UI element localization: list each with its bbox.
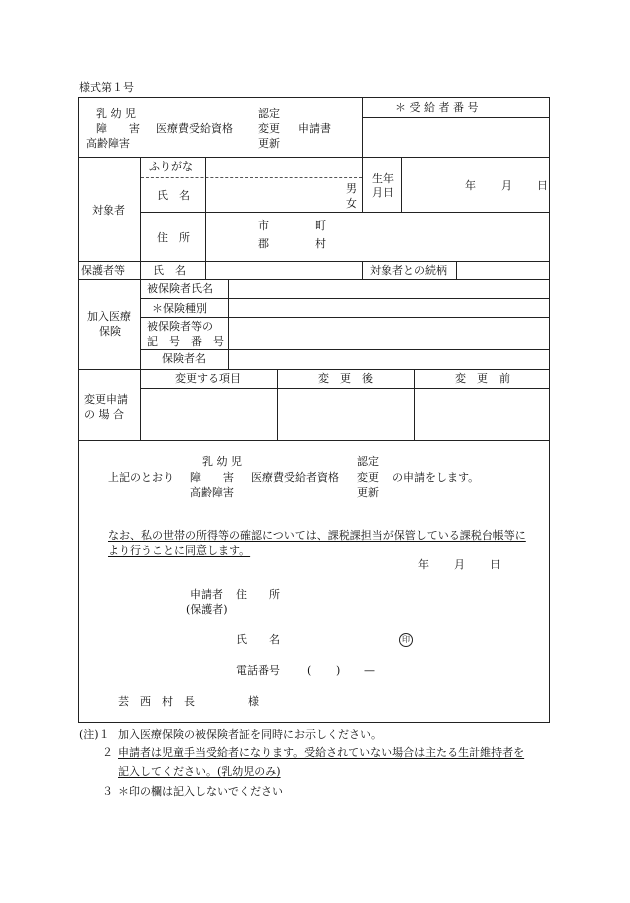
guardian-relation-value-divider <box>456 261 457 279</box>
change-item-header: 変更する項目 <box>175 372 241 385</box>
header-action-change: 変更 <box>258 122 280 135</box>
decl-type-disability: 障 害 <box>190 471 234 484</box>
insurance-bottom-line <box>78 369 550 370</box>
decl-suffix: の申請をします。 <box>392 471 480 484</box>
decl-action-renew: 更新 <box>357 486 379 499</box>
note-3-number: ３ <box>102 785 113 798</box>
form-frame <box>78 97 550 723</box>
header-type-elderly: 高齢障害 <box>86 137 130 150</box>
guardian-label-divider <box>140 261 141 279</box>
guardian-name-divider <box>205 261 206 279</box>
insurance-row-line-1 <box>140 298 550 299</box>
header-doc-type: 申請書 <box>298 122 331 135</box>
birth-value-divider <box>401 157 402 212</box>
birth-day: 日 <box>537 179 548 192</box>
seal-mark-icon: 印 <box>399 633 413 647</box>
change-col-divider-1 <box>277 369 278 440</box>
address-village: 村 <box>315 237 326 250</box>
insurance-row-line-2 <box>140 317 550 318</box>
birth-label-line1: 生年 <box>372 172 394 185</box>
subject-bottom-line <box>78 261 550 262</box>
decl-action-certify: 認定 <box>357 455 379 468</box>
decl-date-year: 年 <box>418 558 429 571</box>
change-bottom-line <box>78 440 550 441</box>
furigana-name-divider <box>205 157 206 261</box>
guardian-relation-label: 対象者との続柄 <box>370 264 447 277</box>
address-town: 町 <box>315 219 326 232</box>
header-bottom-line <box>78 157 550 158</box>
consent-line-2: より行うことに同意します。 <box>108 544 251 557</box>
addressee: 芸 西 村 長 <box>118 695 195 708</box>
note-1: 加入医療保険の被保険者証を同時にお示しください。 <box>118 728 382 741</box>
recipient-number-label: ＊ 受 給 者 番 号 <box>395 101 479 114</box>
decl-date-day: 日 <box>490 558 501 571</box>
insurance-row-line-3 <box>140 349 550 350</box>
sex-female: 女 <box>346 197 357 210</box>
decl-action-change: 変更 <box>357 471 379 484</box>
insured-name-label: 被保険者氏名 <box>147 282 213 295</box>
applicant-guardian-label: (保護者) <box>186 603 228 616</box>
guardian-label: 保護者等 <box>81 264 125 277</box>
recipient-number-underline <box>362 117 550 118</box>
change-label-line1: 変更申請 <box>84 393 128 406</box>
sex-male: 男 <box>346 182 357 195</box>
subject-label: 対象者 <box>92 204 125 217</box>
name-bottom-line <box>140 212 550 213</box>
insured-id-label-line1: 被保険者等の <box>147 320 213 333</box>
insurer-name-label: 保険者名 <box>162 352 206 365</box>
insurance-type-label: ＊保険種別 <box>152 302 207 315</box>
address-city: 市 <box>258 219 269 232</box>
notes-label: (注)１ <box>79 728 110 741</box>
header-type-disability: 障 害 <box>96 122 140 135</box>
change-header-line <box>140 388 550 389</box>
note-2-line-2: 記入してください。(乳幼児のみ) <box>118 765 281 778</box>
note-2-number: ２ <box>102 746 113 759</box>
header-subject: 医療費受給資格 <box>156 122 233 135</box>
applicant-name-label: 氏 名 <box>236 633 280 646</box>
phone-paren-open: ( <box>307 664 312 677</box>
phone-paren-close: ) <box>336 664 341 677</box>
form-number: 様式第１号 <box>79 81 134 94</box>
decl-subject: 医療費受給者資格 <box>251 471 339 484</box>
phone-label: 電話番号 <box>236 664 280 677</box>
applicant-label: 申請者 <box>190 588 223 601</box>
guardian-relation-divider <box>362 261 363 279</box>
applicant-address-label: 住 所 <box>236 588 280 601</box>
change-label-line2: の 場 合 <box>84 408 124 421</box>
change-label-divider <box>140 369 141 440</box>
birth-month: 月 <box>501 179 512 192</box>
header-type-infant: 乳 幼 児 <box>96 107 136 120</box>
change-before-header: 変 更 前 <box>455 372 510 385</box>
change-col-divider-2 <box>414 369 415 440</box>
decl-prefix: 上記のとおり <box>108 471 174 484</box>
consent-line-1: なお、私の世帯の所得等の確認については、課税課担当が保管している課税台帳等に <box>108 529 526 542</box>
header-action-renew: 更新 <box>258 137 280 150</box>
addressee-sama: 様 <box>248 695 259 708</box>
furigana-label: ふりがな <box>149 160 193 173</box>
guardian-name-label: 氏 名 <box>153 264 186 277</box>
guardian-bottom-line <box>78 279 550 280</box>
decl-type-elderly: 高齢障害 <box>190 486 234 499</box>
note-2-line-1: 申請者は児童手当受給者になります。受給されていない場合は主たる生計維持者を <box>118 746 525 759</box>
address-county: 郡 <box>258 237 269 250</box>
decl-date-month: 月 <box>454 558 465 571</box>
insurance-label-divider <box>140 279 141 369</box>
header-action-certify: 認定 <box>258 107 280 120</box>
subject-name-label: 氏 名 <box>157 189 190 202</box>
header-divider <box>362 97 363 157</box>
insurance-label-line2: 保険 <box>99 325 121 338</box>
decl-type-infant: 乳 幼 児 <box>202 455 242 468</box>
subject-label-divider <box>140 157 141 261</box>
birth-year: 年 <box>465 179 476 192</box>
furigana-dashed-line <box>141 177 362 178</box>
insurance-field-divider <box>228 279 229 369</box>
subject-address-label: 住 所 <box>157 231 190 244</box>
note-3: ＊印の欄は記入しないでください <box>118 785 283 798</box>
change-after-header: 変 更 後 <box>318 372 373 385</box>
insurance-label-line1: 加入医療 <box>87 310 131 323</box>
phone-dash: — <box>364 664 375 677</box>
insured-id-label-line2: 記 号 番 号 <box>147 335 224 348</box>
birth-label-line2: 月日 <box>372 186 394 199</box>
sex-birth-divider <box>362 157 363 212</box>
